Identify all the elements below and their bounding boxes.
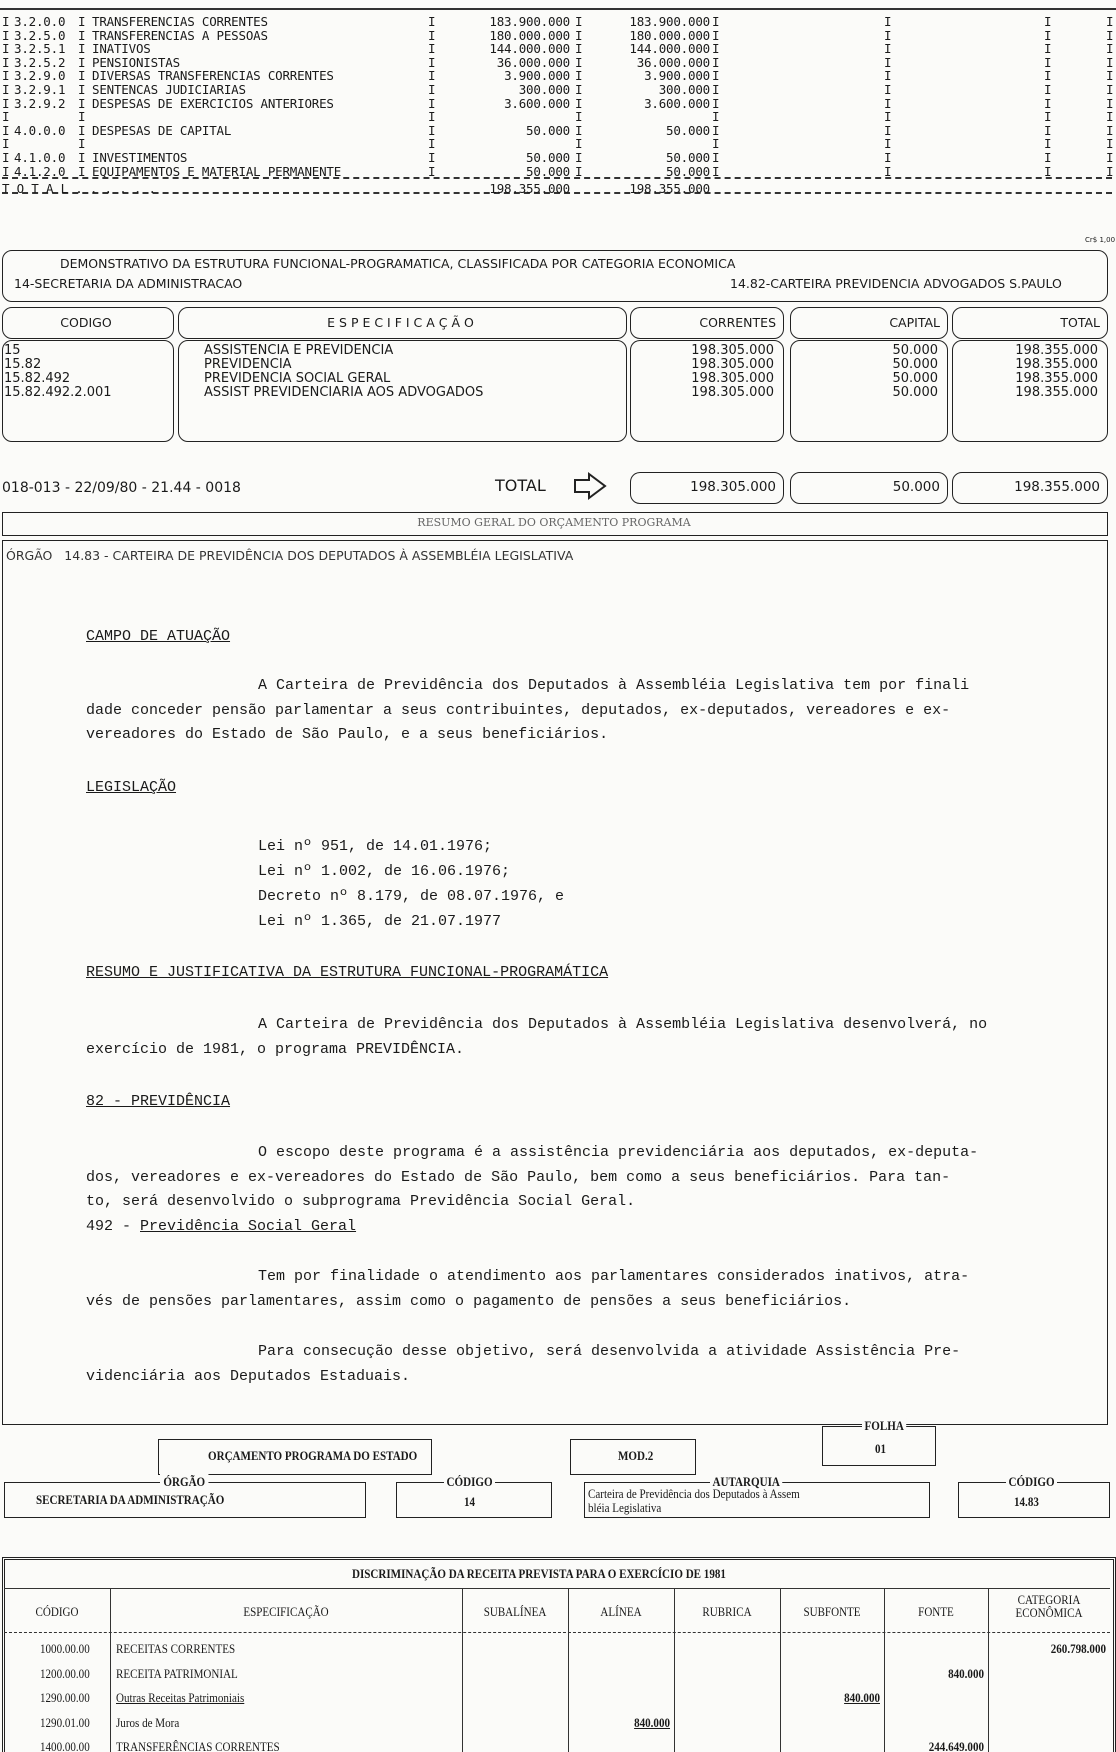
law-item: Decreto nº 8.179, de 08.07.1976, e <box>258 888 565 905</box>
arrow-right-icon <box>572 472 608 500</box>
listing-sep: I <box>78 150 86 165</box>
paragraph-line: O escopo deste programa é a assistência previdenciária aos deputados, ex-deputa- <box>258 1144 979 1161</box>
listing-sep: I <box>1044 150 1052 165</box>
listing-v1: 300.000 <box>518 82 570 97</box>
listing-sep: I <box>712 54 720 70</box>
receita-cell: 244.649.000 <box>928 1739 984 1752</box>
listing-sep: I <box>2 14 10 29</box>
listing-sep: I <box>712 136 720 152</box>
listing-row <box>0 15 1116 29</box>
listing-v1: 50.000 <box>526 150 570 165</box>
listing-sep: I <box>575 27 583 43</box>
section-heading: 82 - PREVIDÊNCIA <box>86 1093 231 1110</box>
receita-header-7: CATEGORIA ECONÔMICA <box>1015 1592 1083 1620</box>
listing-sep: I <box>428 150 436 165</box>
listing-sep: I <box>884 27 892 43</box>
demo-total-label: TOTAL <box>495 476 546 495</box>
codigo-value: 14 <box>464 1494 476 1509</box>
page-mark: Cr$ 1,00 <box>1085 236 1116 244</box>
demo-cell: 198.355.000 <box>1015 357 1098 372</box>
demo-header-4: TOTAL <box>1060 315 1100 330</box>
listing-code: 3.2.0.0 <box>14 14 66 29</box>
listing-sep: I <box>2 122 10 138</box>
listing-sep: I <box>2 109 10 125</box>
demo-cell: 50.000 <box>892 371 938 386</box>
codigo-label: CÓDIGO <box>444 1474 495 1490</box>
paragraph-line: dos, vereadores e ex-vereadores do Estado de São Paulo, bem como a seus beneficiários. Para tan- <box>86 1168 951 1186</box>
demo-cell: 198.355.000 <box>1015 385 1098 400</box>
demo-cell: 15.82.492 <box>4 371 71 386</box>
demo-header-2: CORRENTES <box>699 315 776 330</box>
listing-sep: I <box>428 109 436 125</box>
listing-v1: 180.000.000 <box>489 27 570 43</box>
listing-sep: I <box>428 27 436 43</box>
receita-cell: Outras Receitas Patrimoniais <box>116 1690 245 1705</box>
listing-desc: DESPESAS DE EXERCICIOS ANTERIORES <box>92 95 334 111</box>
listing-sep: I <box>2 136 10 152</box>
paragraph-line: vereadores do Estado de São Paulo, e a seus beneficiários. <box>86 726 609 743</box>
demo-title: DEMONSTRATIVO DA ESTRUTURA FUNCIONAL-PROGRAMATICA, CLASSIFICADA POR CATEGORIA ECONOMICA <box>60 256 736 271</box>
demo-cell: 15 <box>4 343 21 358</box>
receita-header-4: RUBRICA <box>702 1604 752 1619</box>
listing-sep: I <box>575 95 583 111</box>
listing-sep: I <box>884 54 892 70</box>
autarquia-label: AUTARQUIA <box>710 1474 782 1490</box>
listing-v2: 36.000.000 <box>636 54 710 70</box>
listing-sep: I <box>1044 27 1052 43</box>
listing-v1: 144.000.000 <box>489 41 570 57</box>
listing-sep: I <box>1106 82 1114 97</box>
demo-cell: ASSIST PREVIDENCIARIA AOS ADVOGADOS <box>204 385 484 400</box>
listing-code: 3.2.5.1 <box>14 41 66 57</box>
listing-sep: I <box>884 68 892 84</box>
listing-sep: I <box>2 68 10 84</box>
receita-cell: 840.000 <box>948 1665 984 1681</box>
listing-sep: I <box>78 163 86 179</box>
listing-v2: 180.000.000 <box>629 27 710 43</box>
demo-cell: PREVIDENCIA <box>204 357 292 372</box>
listing-sep: I <box>78 68 86 84</box>
listing-sep: I <box>78 14 86 29</box>
listing-sep: I <box>1106 163 1114 179</box>
listing-sep: I <box>884 95 892 111</box>
listing-sep: I <box>884 136 892 152</box>
listing-desc: DIVERSAS TRANSFERENCIAS CORRENTES <box>92 68 334 84</box>
demo-footer-id: 018-013 - 22/09/80 - 21.44 - 0018 <box>2 480 241 496</box>
demo-left: 14-SECRETARIA DA ADMINISTRACAO <box>14 276 243 291</box>
listing-v2: 183.900.000 <box>629 14 710 29</box>
listing-total-label: T O T A L . . . . . . <box>2 181 156 196</box>
form-mod: MOD.2 <box>618 1448 654 1463</box>
listing-v2: 50.000 <box>666 150 710 165</box>
listing-sep: I <box>712 150 720 165</box>
listing-sep: I <box>2 27 10 43</box>
listing-sep: I <box>575 82 583 97</box>
listing-v2: 50.000 <box>666 163 710 179</box>
listing-sep: I <box>575 136 583 152</box>
listing-sep: I <box>712 14 720 29</box>
listing-sep: I <box>1106 95 1114 111</box>
listing-sep: I <box>428 163 436 179</box>
listing-sep: I <box>1044 82 1052 97</box>
law-item: Lei nº 951, de 14.01.1976; <box>258 838 493 855</box>
demo-cell: 15.82.492.2.001 <box>4 385 112 400</box>
listing-code: 4.1.2.0 <box>14 163 66 179</box>
listing-v2: 300.000 <box>658 82 710 97</box>
receita-cell: 1200.00.00 <box>40 1665 90 1681</box>
rule <box>4 1588 1110 1589</box>
listing-sep: I <box>2 82 10 97</box>
listing-sep: I <box>428 95 436 111</box>
subprogram-number: 492 - <box>86 1218 141 1235</box>
section-heading: LEGISLAÇÃO <box>86 779 177 796</box>
listing-desc: SENTENCAS JUDICIARIAS <box>92 82 246 97</box>
listing-sep: I <box>1044 68 1052 84</box>
codigo2-label: CÓDIGO <box>1006 1474 1057 1490</box>
paragraph-line: Para consecução desse objetivo, será desenvolvida a atividade Assistência Pre- <box>258 1343 961 1360</box>
listing-sep: I <box>712 27 720 43</box>
listing-sep: I <box>2 95 10 111</box>
listing-sep: I <box>428 122 436 138</box>
receita-header-6: FONTE <box>918 1604 954 1619</box>
demo-header-1: E S P E C I F I C A Ç Ã O <box>327 315 474 330</box>
listing-sep: I <box>78 95 86 111</box>
listing-sep: I <box>1044 109 1052 125</box>
listing-sep: I <box>884 82 892 97</box>
listing-sep: I <box>78 27 86 43</box>
listing-sep: I <box>1106 27 1114 43</box>
subprogram-heading: Previdência Social Geral <box>140 1218 357 1235</box>
listing-sep: I <box>78 109 86 125</box>
paragraph-line: A Carteira de Previdência dos Deputados à Assembléia Legislativa tem por finali <box>258 677 970 694</box>
receita-cell: 1290.01.00 <box>40 1714 90 1730</box>
receita-title: DISCRIMINAÇÃO DA RECEITA PREVISTA PARA O EXERCÍCIO DE 1981 <box>352 1566 726 1581</box>
paragraph-line: to, será desenvolvido o subprograma Previdência Social Geral. <box>86 1193 636 1210</box>
listing-code: 4.0.0.0 <box>14 122 66 138</box>
orgao-label: ÓRGÃO <box>160 1474 209 1490</box>
listing-row <box>0 83 1116 97</box>
receita-header-3: ALÍNEA <box>600 1604 642 1619</box>
receita-cell: 1290.00.00 <box>40 1690 90 1705</box>
receita-cell: 260.798.000 <box>1050 1641 1106 1656</box>
listing-v1: 183.900.000 <box>489 14 570 29</box>
receita-cell: 1000.00.00 <box>40 1641 90 1656</box>
paragraph-line: dade conceder pensão parlamentar a seus contribuintes, deputados, ex-deputados, vereadores e ex- <box>86 701 951 719</box>
listing-sep: I <box>712 82 720 97</box>
listing-sep: I <box>575 41 583 57</box>
listing-sep: I <box>78 41 86 57</box>
listing-total-v1: 198.355.000 <box>489 181 570 196</box>
listing-sep: I <box>884 14 892 29</box>
demo-cell: 198.305.000 <box>691 371 774 386</box>
listing-sep: I <box>884 109 892 125</box>
demo-right: 14.82-CARTEIRA PREVIDENCIA ADVOGADOS S.PAULO <box>730 276 1062 291</box>
demo-cell: 198.355.000 <box>1015 343 1098 358</box>
listing-sep: I <box>1044 95 1052 111</box>
receita-cell: RECEITAS CORRENTES <box>116 1641 236 1656</box>
paragraph-line: Tem por finalidade o atendimento aos parlamentares considerados inativos, atra- <box>258 1268 970 1285</box>
listing-code: 3.2.9.0 <box>14 68 66 84</box>
form-title: ORÇAMENTO PROGRAMA DO ESTADO <box>208 1448 418 1463</box>
demo-cell: 15.82 <box>4 357 42 372</box>
listing-v2: 3.600.000 <box>644 95 710 111</box>
listing-sep: I <box>78 54 86 70</box>
paragraph-line: videnciária aos Deputados Estaduais. <box>86 1367 411 1385</box>
paragraph-line: A Carteira de Previdência dos Deputados à Assembléia Legislativa desenvolverá, no <box>258 1016 988 1033</box>
listing-v1: 36.000.000 <box>496 54 570 70</box>
listing-sep: I <box>1106 41 1114 57</box>
listing-sep: I <box>2 163 10 179</box>
receita-header-5: SUBFONTE <box>803 1604 861 1619</box>
listing-sep: I <box>712 122 720 138</box>
section-heading: RESUMO E JUSTIFICATIVA DA ESTRUTURA FUNCIONAL-PROGRAMÁTICA <box>86 964 609 981</box>
listing-total-v2: 198.355.000 <box>629 181 710 196</box>
receita-cell: 1400.00.00 <box>40 1739 90 1752</box>
listing-v1: 3.900.000 <box>504 68 570 84</box>
listing-sep: I <box>2 54 10 70</box>
listing-sep: I <box>712 95 720 111</box>
receita-cell: 840.000 <box>844 1690 880 1705</box>
demo-cell: PREVIDENCIA SOCIAL GERAL <box>204 371 391 386</box>
listing-sep: I <box>712 41 720 57</box>
listing-v1: 3.600.000 <box>504 95 570 111</box>
receita-header-2: SUBALÍNEA <box>483 1604 547 1619</box>
listing-sep: I <box>1044 54 1052 70</box>
receita-header-0: CÓDIGO <box>35 1604 79 1619</box>
listing-sep: I <box>1106 150 1114 165</box>
demo-cell: ASSISTENCIA E PREVIDENCIA <box>204 343 394 358</box>
rule <box>4 1632 1110 1633</box>
listing-sep: I <box>428 41 436 57</box>
autarquia-value: bléia Legislativa <box>588 1500 662 1515</box>
listing-sep: I <box>575 54 583 70</box>
receita-cell: 840.000 <box>634 1714 670 1730</box>
law-item: Lei nº 1.365, de 21.07.1977 <box>258 913 502 930</box>
listing-sep: I <box>1044 122 1052 138</box>
listing-sep: I <box>1106 14 1114 29</box>
listing-code: 3.2.9.2 <box>14 95 66 111</box>
demo-total-value: 198.355.000 <box>1014 479 1100 495</box>
listing-desc: DESPESAS DE CAPITAL <box>92 122 232 138</box>
listing-sep: I <box>575 163 583 179</box>
listing-sep: I <box>712 68 720 84</box>
section-heading: CAMPO DE ATUAÇÃO <box>86 628 231 645</box>
listing-sep: I <box>575 68 583 84</box>
listing-desc: INVESTIMENTOS <box>92 150 188 165</box>
listing-row <box>0 97 1116 111</box>
listing-v1: 50.000 <box>526 163 570 179</box>
law-item: Lei nº 1.002, de 16.06.1976; <box>258 863 511 880</box>
demo-cell: 198.305.000 <box>691 343 774 358</box>
top-rule <box>0 8 1116 10</box>
listing-code: 3.2.5.2 <box>14 54 66 70</box>
resumo-title: RESUMO GERAL DO ORÇAMENTO PROGRAMA <box>417 516 691 529</box>
dashed-divider <box>2 177 1112 179</box>
listing-sep: I <box>1106 136 1114 152</box>
listing-sep: I <box>575 109 583 125</box>
listing-sep: I <box>428 82 436 97</box>
listing-code: 3.2.9.1 <box>14 82 66 97</box>
listing-code: 4.1.0.0 <box>14 150 66 165</box>
listing-sep: I <box>712 109 720 125</box>
demo-cell: 198.355.000 <box>1015 371 1098 386</box>
listing-sep: I <box>428 136 436 152</box>
listing-sep: I <box>428 68 436 84</box>
listing-sep: I <box>1044 14 1052 29</box>
listing-sep: I <box>1106 68 1114 84</box>
listing-sep: I <box>2 41 10 57</box>
listing-v2: 144.000.000 <box>629 41 710 57</box>
demo-total-value: 50.000 <box>892 479 940 495</box>
listing-row <box>0 124 1116 138</box>
listing-sep: I <box>712 163 720 179</box>
listing-sep: I <box>78 122 86 138</box>
listing-sep: I <box>1106 122 1114 138</box>
resumo-orgao: ÓRGÃO 14.83 - CARTEIRA DE PREVIDÊNCIA DOS DEPUTADOS À ASSEMBLÉIA LEGISLATIVA <box>6 548 574 563</box>
listing-sep: I <box>1106 109 1114 125</box>
listing-desc: TRANSFERENCIAS CORRENTES <box>92 14 268 29</box>
listing-sep: I <box>575 122 583 138</box>
listing-desc: TRANSFERENCIAS A PESSOAS <box>92 27 268 43</box>
folha-label: FOLHA <box>862 1418 906 1434</box>
listing-sep: I <box>428 14 436 29</box>
listing-sep: I <box>1106 54 1114 70</box>
receita-header-1: ESPECIFICAÇÃO <box>243 1604 329 1619</box>
receita-cell: Juros de Mora <box>116 1714 180 1730</box>
paragraph-line: exercício de 1981, o programa PREVIDÊNCIA. <box>86 1040 465 1058</box>
receita-cell: RECEITA PATRIMONIAL <box>116 1665 238 1681</box>
listing-sep: I <box>1044 163 1052 179</box>
listing-v2: 3.900.000 <box>644 68 710 84</box>
listing-row <box>0 151 1116 165</box>
demo-total-value: 198.305.000 <box>690 479 776 495</box>
listing-code: 3.2.5.0 <box>14 27 66 43</box>
listing-desc: PENSIONISTAS <box>92 54 180 70</box>
autarquia-value: Carteira de Previdência dos Deputados à Assem <box>588 1486 800 1501</box>
listing-sep: I <box>2 150 10 165</box>
listing-desc: INATIVOS <box>92 41 151 57</box>
demo-cell: 50.000 <box>892 357 938 372</box>
listing-sep: I <box>575 14 583 29</box>
listing-v1: 50.000 <box>526 122 570 138</box>
listing-sep: I <box>78 82 86 97</box>
receita-cell: TRANSFERÊNCIAS CORRENTES <box>116 1739 280 1752</box>
listing-sep: I <box>884 150 892 165</box>
demo-cell: 50.000 <box>892 343 938 358</box>
demo-cell: 50.000 <box>892 385 938 400</box>
paragraph-line: vés de pensões parlamentares, assim como o pagamento de pensões a seus beneficiários. <box>86 1292 852 1310</box>
demo-header-3: CAPITAL <box>889 315 940 330</box>
listing-sep: I <box>1044 41 1052 57</box>
listing-sep: I <box>78 136 86 152</box>
orgao-value: SECRETARIA DA ADMINISTRAÇÃO <box>36 1492 225 1507</box>
demo-cell: 198.305.000 <box>691 385 774 400</box>
demo-cell: 198.305.000 <box>691 357 774 372</box>
demo-header-0: CODIGO <box>60 315 112 330</box>
listing-v2: 50.000 <box>666 122 710 138</box>
listing-sep: I <box>1044 136 1052 152</box>
listing-sep: I <box>884 163 892 179</box>
listing-sep: I <box>428 54 436 70</box>
listing-sep: I <box>884 41 892 57</box>
listing-sep: I <box>884 122 892 138</box>
listing-desc: EQUIPAMENTOS E MATERIAL PERMANENTE <box>92 163 342 179</box>
listing-sep: I <box>575 150 583 165</box>
folha-value: 01 <box>875 1441 887 1456</box>
codigo2-value: 14.83 <box>1014 1494 1039 1509</box>
